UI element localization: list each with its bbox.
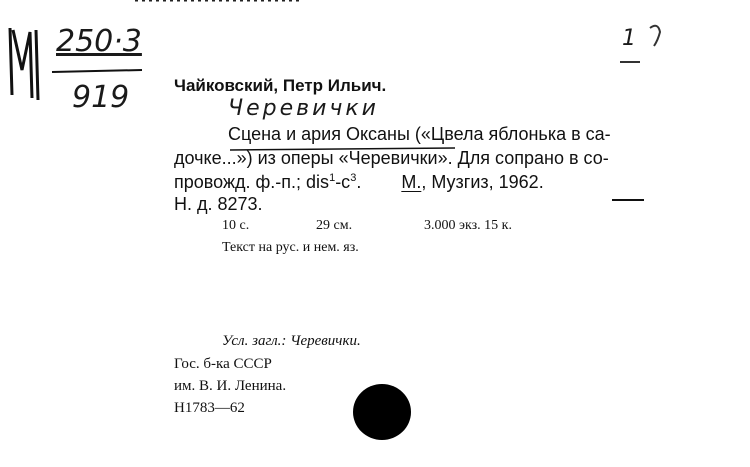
range-text-b: -c [335, 172, 351, 192]
library-line-3: Н1783—62 [174, 400, 245, 416]
copies-price: 3.000 экз. 15 к. [424, 218, 512, 233]
language-note: Текст на рус. и нем. яз. [222, 240, 359, 255]
title-rest: («Цвела яблонька в са- [409, 124, 611, 144]
uniform-title: Усл. загл.: Черевички. [222, 333, 361, 349]
handwritten-note: Черевички [228, 96, 379, 121]
range-sup-1: 1 [329, 172, 336, 184]
title-phrase: Сцена и ария Оксаны [228, 124, 410, 144]
range-sup-2: 3 [350, 172, 357, 184]
author-heading: Чайковский, Петр Ильич. [174, 76, 387, 95]
library-line-1: Гос. б-ка СССР [174, 356, 272, 372]
publisher-year: , Музгиз, 1962. [421, 172, 544, 192]
publisher-city: М. [401, 172, 422, 192]
size: 29 см. [316, 218, 353, 233]
corner-mark: 1 [622, 26, 636, 51]
left-bracket-mark [10, 28, 38, 100]
punch-hole [353, 384, 411, 440]
library-line-2: им. В. И. Ленина. [174, 378, 287, 394]
call-number-top: 250·3 [56, 24, 142, 59]
call-number-bottom: 919 [72, 80, 130, 115]
corner-question-mark [650, 26, 660, 46]
plate-number: Н. д. 8273. [174, 194, 263, 214]
description-line-3 [174, 172, 544, 193]
pages: 10 с. [222, 218, 250, 233]
range-text: провожд. ф.-п.; dis [174, 172, 330, 192]
range-text-c: . [356, 172, 362, 192]
description-line-2: дочке...») из оперы «Черевички». Для сопрано в со- [174, 148, 609, 168]
call-number-fraction-bar [52, 70, 142, 72]
description-line-1 [228, 124, 611, 145]
